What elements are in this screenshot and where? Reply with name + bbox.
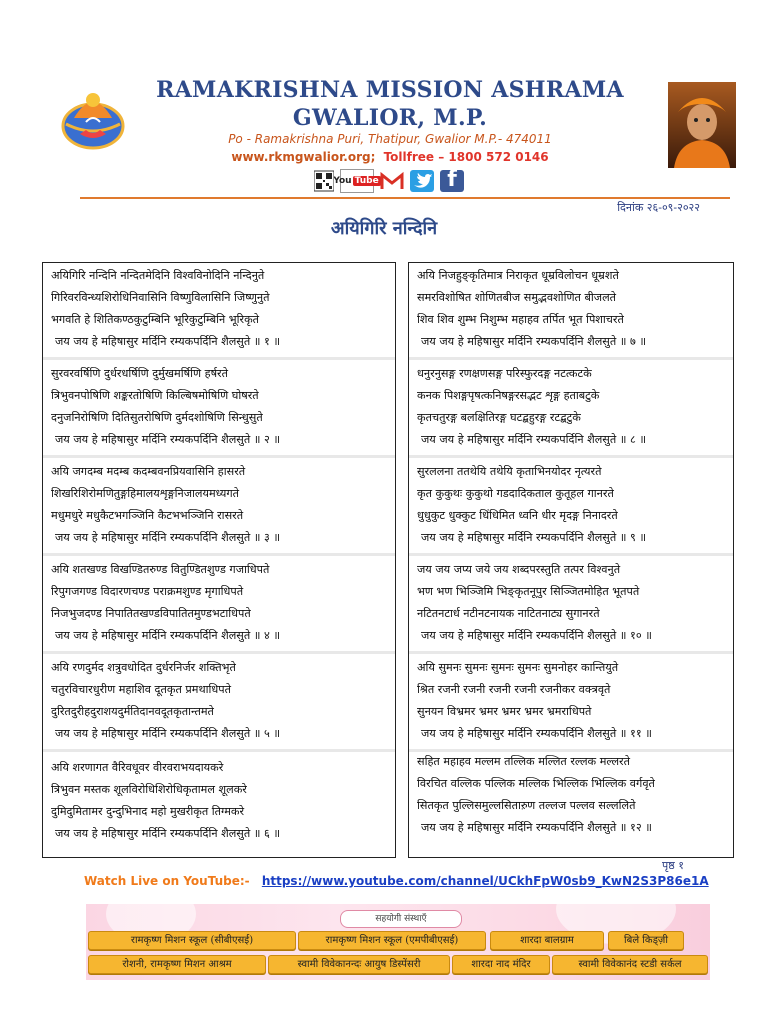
- stanza-divider: [43, 553, 395, 556]
- verse-line: सुरवरवर्षिणि दुर्धरधर्षिणि दुर्मुखमर्षिणि हर्षरते: [51, 367, 228, 380]
- stanza-divider: [409, 651, 733, 654]
- verse-line: जय जय जप्य जये जय शब्दपरस्तुति तत्पर विश्वनुते: [417, 563, 621, 576]
- youtube-channel-link[interactable]: https://www.youtube.com/channel/UCkhFpW0sb9_KwN2S3P86e1A: [261, 874, 709, 888]
- date: दिनांक २६-०९-२०२२: [617, 201, 700, 214]
- stanza-divider: [43, 357, 395, 360]
- watch-label: Watch Live on YouTube:-: [84, 874, 250, 888]
- stanza-divider: [409, 553, 733, 556]
- stanza-11: [409, 657, 733, 745]
- verse-line: अयि शतखण्ड विखण्डितरुण्ड वितुण्डितशुण्ड गजाधिपते: [51, 563, 270, 576]
- refrain-line: जय जय हे महिषासुर मर्दिनि रम्यकपर्दिनि शैलसुते ॥ ४ ॥: [55, 629, 281, 642]
- verse-line: सुनयन विभ्रमर भ्रमर भ्रमर भ्रमर भ्रमराधिपते: [417, 705, 592, 718]
- verse-line: कृतचतुरङ्ग बलक्षितिरङ्ग घटद्बहुरङ्ग रटद्बटुके: [417, 411, 581, 424]
- verse-line: शिखरिशिरोमणितुङ्गहिमालयशृङ्गनिजालयमध्यगते: [51, 487, 240, 500]
- chip-roshni[interactable]: रोशनी, रामकृष्ण मिशन आश्रम: [88, 955, 266, 974]
- verse-line: विरचित वल्लिक पल्लिक मल्लिक भिल्लिक भिल्लिक वर्गवृते: [417, 777, 655, 790]
- refrain-line: जय जय हे महिषासुर मर्दिनि रम्यकपर्दिनि शैलसुते ॥ १० ॥: [421, 629, 652, 642]
- verse-line: अयि रणदुर्मद शत्रुवधोदित दुर्धरनिर्जर शक्तिभृते: [51, 661, 236, 674]
- stanza-divider: [43, 455, 395, 458]
- org-title: [140, 76, 640, 132]
- chip-rkm-school-mpbse[interactable]: रामकृष्ण मिशन स्कूल (एमपीबीएसई): [298, 931, 486, 950]
- refrain-line: जय जय हे महिषासुर मर्दिनि रम्यकपर्दिनि शैलसुते ॥ १ ॥: [55, 335, 281, 348]
- stanza-5: [43, 657, 395, 745]
- verse-line: निजभुजदण्ड निपातितखण्डविपातितमुण्डभटाधिपते: [51, 607, 251, 620]
- hymn-column-right: [408, 262, 734, 858]
- partner-institutions-banner: [86, 904, 710, 980]
- refrain-line: जय जय हे महिषासुर मर्दिनि रम्यकपर्दिनि शैलसुते ॥ ८ ॥: [421, 433, 647, 446]
- refrain-line: जय जय हे महिषासुर मर्दिनि रम्यकपर्दिनि शैलसुते ॥ ११ ॥: [421, 727, 652, 740]
- portrait-image: [668, 82, 736, 168]
- gmail-icon[interactable]: [380, 170, 404, 192]
- verse-line: नटितनटार्ध नटीनटनायक नाटितनाट्य सुगानरते: [417, 607, 600, 620]
- verse-line: धुधुकुट धुक्कुट धिंधिमित ध्वनि धीर मृदङ्ग निनादरते: [417, 509, 618, 522]
- refrain-line: जय जय हे महिषासुर मर्दिनि रम्यकपर्दिनि शैलसुते ॥ १२ ॥: [421, 821, 652, 834]
- verse-line: मधुमधुरे मधुकैटभगञ्जिनि कैटभभञ्जिनि रासरते: [51, 509, 244, 522]
- verse-line: अयि सुमनः सुमनः सुमनः सुमनः सुमनोहर कान्तियुते: [417, 661, 619, 674]
- website-link[interactable]: www.rkmgwalior.org;: [231, 150, 376, 164]
- header-divider: [80, 197, 730, 199]
- banner-title: सहयोगी संस्थाएँ: [340, 910, 462, 928]
- contact-line: [140, 150, 640, 164]
- refrain-line: जय जय हे महिषासुर मर्दिनि रम्यकपर्दिनि शैलसुते ॥ ३ ॥: [55, 531, 281, 544]
- chip-study-circle[interactable]: स्वामी विवेकानंद स्टडी सर्कल: [552, 955, 708, 974]
- stanza-divider: [409, 455, 733, 458]
- verse-line: दनुजनिरोषिणि दितिसुतरोषिणि दुर्मदशोषिणि सिन्धुसुते: [51, 411, 263, 424]
- verse-line: श्रित रजनी रजनी रजनी रजनी रजनीकर वक्त्रवृते: [417, 683, 611, 696]
- page-number: पृष्ठ १: [662, 859, 684, 872]
- refrain-line: जय जय हे महिषासुर मर्दिनि रम्यकपर्दिनि शैलसुते ॥ ९ ॥: [421, 531, 647, 544]
- stanza-12: [409, 751, 733, 839]
- chip-sharda-naad-mandir[interactable]: शारदा नाद मंदिर: [452, 955, 550, 974]
- chip-sharda-balgram[interactable]: शारदा बालग्राम: [490, 931, 604, 950]
- verse-line: दुमिदुमितामर दुन्दुभिनाद महो मुखरीकृत तिग्मकरे: [51, 805, 245, 818]
- verse-line: चतुरविचारधुरीण महाशिव दूतकृत प्रमथाधिपते: [51, 683, 232, 696]
- verse-line: त्रिभुवन मस्तक शूलविरोधिशिरोधिकृतामल शूलकरे: [51, 783, 247, 796]
- qr-code-icon[interactable]: [314, 170, 334, 192]
- verse-line: सुरललना ततथेयि तथेयि कृताभिनयोदर नृत्यरते: [417, 465, 602, 478]
- tollfree-number: Tollfree – 1800 572 0146: [383, 150, 549, 164]
- refrain-line: जय जय हे महिषासुर मर्दिनि रम्यकपर्दिनि शैलसुते ॥ ५ ॥: [55, 727, 281, 740]
- verse-line: भगवति हे शितिकण्ठकुटुम्बिनि भूरिकुटुम्बिनि भूरिकृते: [51, 313, 260, 326]
- refrain-line: जय जय हे महिषासुर मर्दिनि रम्यकपर्दिनि शैलसुते ॥ ७ ॥: [421, 335, 647, 348]
- address: Po - Ramakrishna Puri, Thatipur, Gwalior M.P.- 474011: [228, 132, 552, 146]
- stanza-2: [43, 363, 395, 451]
- verse-line: रिपुगजगण्ड विदारणचण्ड पराक्रमशुण्ड मृगाधिपते: [51, 585, 244, 598]
- verse-line: त्रिभुवनपोषिणि शङ्करतोषिणि किल्बिषमोषिणि घोषरते: [51, 389, 259, 402]
- youtube-watch-line: [84, 874, 709, 888]
- stanza-3: [43, 461, 395, 549]
- verse-line: कनक पिशङ्गपृषत्कनिषङ्गरसद्भट शृङ्ग हताबटुके: [417, 389, 600, 402]
- verse-line: अयि शरणागत वैरिवधूवर वीरवराभयदायकरे: [51, 761, 224, 774]
- stanza-10: [409, 559, 733, 647]
- stanza-4: [43, 559, 395, 647]
- stanza-6: [43, 757, 395, 845]
- stanza-8: [409, 363, 733, 451]
- youtube-tube-text: Tube: [354, 176, 379, 186]
- verse-line: सहित महाहव मल्लम तल्लिक मल्लित रल्लक मल्लरते: [417, 755, 630, 768]
- verse-line: कृत कुकुथः कुकुथो गडदादिकताल कुतूहल गानरते: [417, 487, 614, 500]
- mission-logo: [56, 78, 130, 152]
- verse-line: अयि जगदम्ब मदम्ब कदम्बवनप्रियवासिनि हासरते: [51, 465, 246, 478]
- stanza-7: [409, 265, 733, 353]
- verse-line: भण भण भिञ्जिमि भिङ्कृतनूपुर सिञ्जितमोहित भूतपते: [417, 585, 640, 598]
- verse-line: धनुरनुसङ्ग रणक्षणसङ्ग परिस्फुरदङ्ग नटत्कटके: [417, 367, 592, 380]
- org-title-line1: RAMAKRISHNA MISSION ASHRAMA: [156, 77, 624, 103]
- youtube-text: You: [333, 176, 352, 186]
- verse-line: अयिगिरि नन्दिनि नन्दितमेदिनि विश्वविनोदिनि नन्दिनुते: [51, 269, 265, 282]
- stanza-divider: [43, 651, 395, 654]
- social-icons: [314, 168, 464, 194]
- stanza-divider: [43, 749, 395, 752]
- refrain-line: जय जय हे महिषासुर मर्दिनि रम्यकपर्दिनि शैलसुते ॥ २ ॥: [55, 433, 281, 446]
- verse-line: अयि निजहुङ्कृतिमात्र निराकृत धूम्रविलोचन धूम्रशते: [417, 269, 619, 282]
- chip-ayush-dispensary[interactable]: स्वामी विवेकानन्दः आयुष डिस्पेंसरी: [268, 955, 450, 974]
- verse-line: दुरितदुरीहदुराशयदुर्मतिदानवदूतकृतान्तमते: [51, 705, 214, 718]
- stanza-1: [43, 265, 395, 353]
- youtube-icon[interactable]: [333, 169, 379, 193]
- verse-line: गिरिवरविन्ध्यशिरोधिनिवासिनि विष्णुविलासिनि जिष्णुनुते: [51, 291, 270, 304]
- stanza-9: [409, 461, 733, 549]
- facebook-icon[interactable]: f: [440, 170, 464, 192]
- org-title-line2: GWALIOR, M.P.: [292, 105, 488, 131]
- hymn-column-left: [42, 262, 396, 858]
- chip-bile-kidzee[interactable]: बिले किड्ज़ी: [608, 931, 684, 950]
- document-title: अयिगिरि नन्दिनि: [330, 218, 438, 239]
- verse-line: सितकृत पुल्लिसमुल्लसिताऱुण तल्लज पल्लव सल्ललिते: [417, 799, 636, 812]
- chip-rkm-school-cbse[interactable]: रामकृष्ण मिशन स्कूल (सीबीएसई): [88, 931, 296, 950]
- verse-line: समरविशोषित शोणितबीज समुद्भवशोणित बीजलते: [417, 291, 617, 304]
- verse-line: शिव शिव शुम्भ निशुम्भ महाहव तर्पित भूत पिशाचरते: [417, 313, 624, 326]
- twitter-icon[interactable]: [410, 170, 434, 192]
- refrain-line: जय जय हे महिषासुर मर्दिनि रम्यकपर्दिनि शैलसुते ॥ ६ ॥: [55, 827, 281, 840]
- stanza-divider: [409, 357, 733, 360]
